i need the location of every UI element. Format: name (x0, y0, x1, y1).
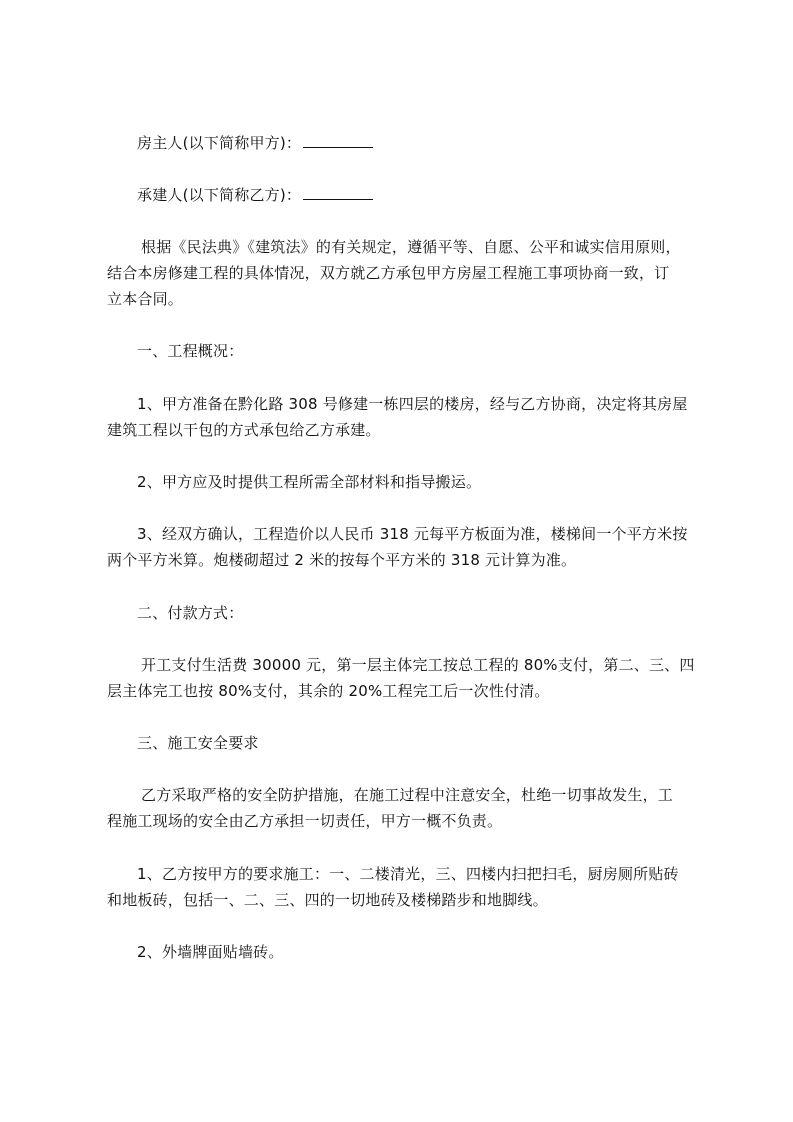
section-3-body-line-1: 乙方采取严格的安全防护措施，在施工过程中注意安全，杜绝一切事故发生，工 (141, 786, 674, 804)
owner-label: 房主人(以下简称甲方)： (137, 134, 302, 152)
section-3-item-2: 2、外墙牌面贴墙砖。 (137, 943, 284, 961)
section-1-heading: 一、工程概况： (137, 342, 244, 360)
section-3-body-line-2: 程施工现场的安全由乙方承担一切责任，甲方一概不负责。 (107, 812, 503, 830)
section-2-heading: 二、付款方式： (137, 604, 244, 622)
section-1-item-1-line-2: 建筑工程以干包的方式承包给乙方承建。 (107, 421, 381, 439)
section-2-body-line-1: 开工支付生活费 30000 元，第一层主体完工按总工程的 80%支付，第二、三、四 (141, 656, 695, 674)
contractor-blank (303, 186, 373, 200)
section-3-item-1-line-2: 和地板砖，包括一、二、三、四的一切地砖及楼梯踏步和地脚线。 (107, 891, 548, 909)
section-1-item-2: 2、甲方应及时提供工程所需全部材料和指导搬运。 (137, 473, 482, 491)
owner-line (137, 134, 737, 152)
intro-line-1: 根据《民法典》《建筑法》的有关规定，遵循平等、自愿、公平和诚实信用原则， (141, 238, 681, 256)
section-3-item-1-line-1: 1、乙方按甲方的要求施工：一、二楼清光，三、四楼内扫把扫毛，厨房厕所贴砖 (137, 865, 679, 883)
section-1-item-3-line-1: 3、经双方确认，工程造价以人民币 318 元每平方板面为准，楼梯间一个平方米按 (137, 525, 688, 543)
contractor-line (137, 186, 737, 204)
section-2-body-line-2: 层主体完工也按 80%支付，其余的 20%工程完工后一次性付清。 (107, 682, 550, 700)
section-1-item-3-line-2: 两个平方米算。炮楼砌超过 2 米的按每个平方米的 318 元计算为准。 (107, 551, 577, 569)
intro-line-2: 结合本房修建工程的具体情况，双方就乙方承包甲方房屋工程施工事项协商一致，订 (107, 264, 670, 282)
section-1-item-1-line-1: 1、甲方准备在黔化路 308 号修建一栋四层的楼房，经与乙方协商，决定将其房屋 (137, 395, 688, 413)
owner-blank (303, 134, 373, 148)
contractor-label: 承建人(以下简称乙方)： (137, 186, 302, 204)
intro-line-3: 立本合同。 (107, 290, 184, 308)
section-3-heading: 三、施工安全要求 (137, 734, 259, 752)
